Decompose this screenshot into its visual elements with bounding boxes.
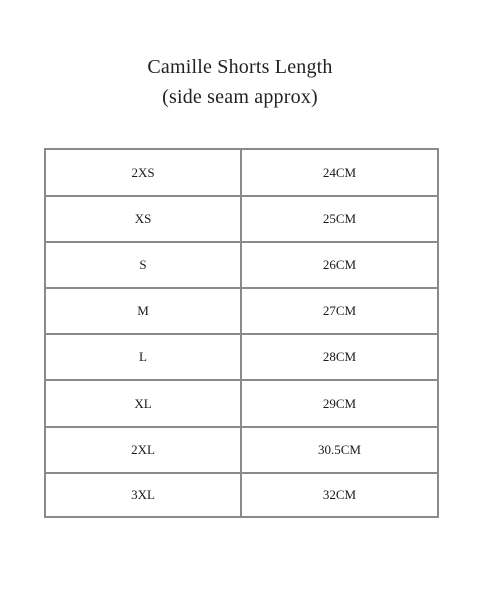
size-cell: L [45,334,241,380]
table-row [45,288,438,334]
title-line-2: (side seam approx) [162,86,318,108]
table-row [45,334,438,380]
table-row [45,196,438,242]
size-cell: S [45,242,241,288]
length-cell: 24CM [241,149,438,196]
chart-title [0,52,480,112]
table-row [45,473,438,517]
length-cell: 27CM [241,288,438,334]
size-cell: M [45,288,241,334]
length-cell: 28CM [241,334,438,380]
table-row [45,149,438,196]
length-cell: 30.5CM [241,427,438,473]
table-row [45,427,438,473]
table-row [45,380,438,427]
length-cell: 25CM [241,196,438,242]
table-row [45,242,438,288]
size-cell: 2XS [45,149,241,196]
length-cell: 32CM [241,473,438,517]
length-cell: 29CM [241,380,438,427]
size-cell: 2XL [45,427,241,473]
size-cell: 3XL [45,473,241,517]
size-length-table [44,148,439,518]
size-cell: XS [45,196,241,242]
title-line-1: Camille Shorts Length [147,56,333,78]
size-cell: XL [45,380,241,427]
length-cell: 26CM [241,242,438,288]
